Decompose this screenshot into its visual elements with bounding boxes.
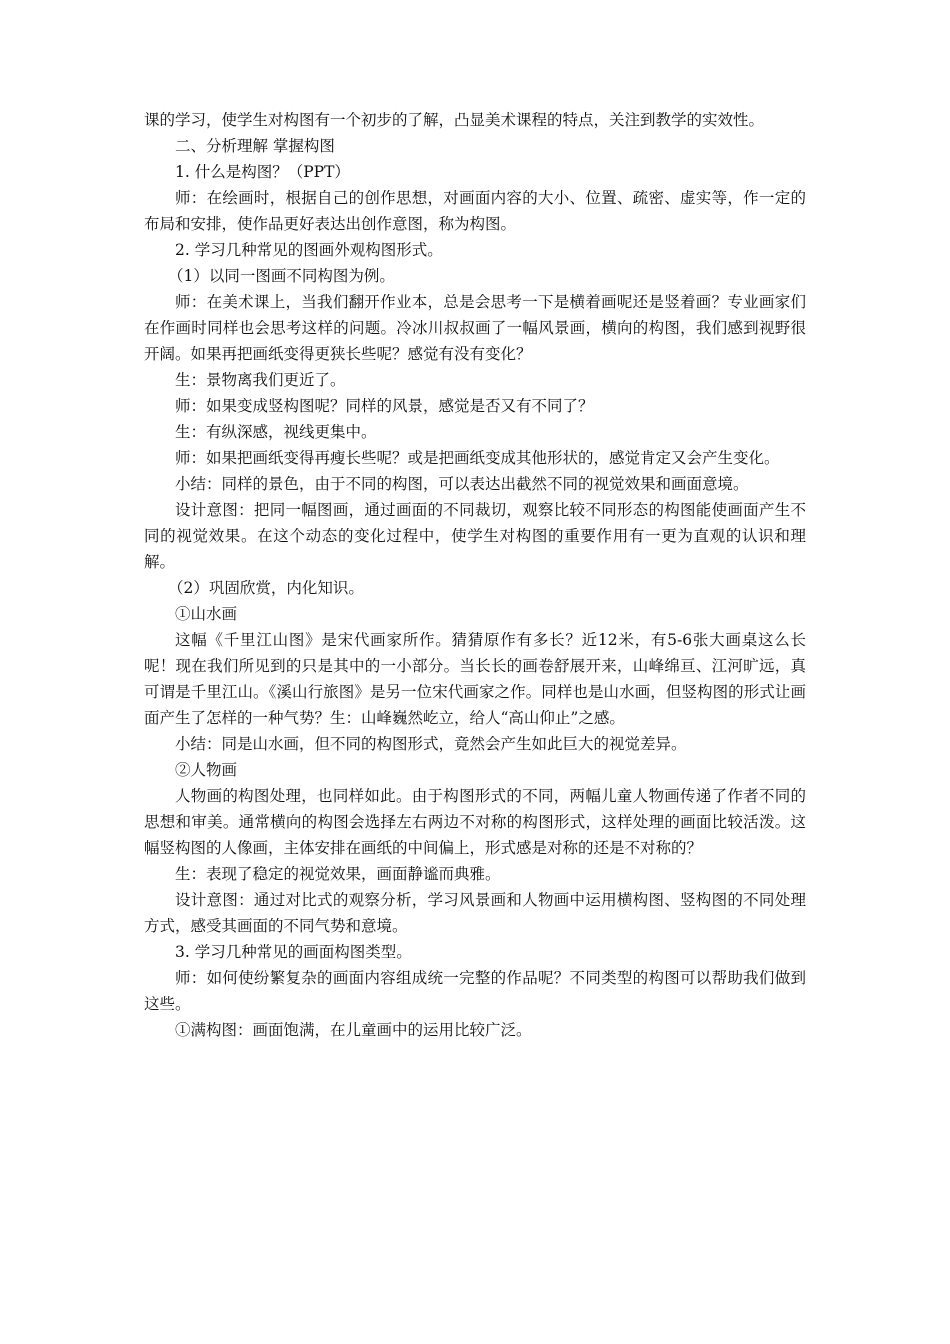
section-heading-analyze: 二、分析理解 掌握构图 xyxy=(175,137,335,155)
paragraph-student-closer: 生：景物离我们更近了。 xyxy=(175,371,346,389)
paragraph-design-intent-2: 设计意图：通过对比式的观察分析，学习风景画和人物画中运用横构图、竖构图的不同处理方式，感受其画面的不同气势和意境。 xyxy=(144,891,806,935)
paragraph-continuation: 课的学习，使学生对构图有一个初步的了解，凸显美术课程的特点，关注到教学的实效性。 xyxy=(144,111,765,129)
subheading-same-picture: （1）以同一图画不同构图为例。 xyxy=(168,267,395,285)
paragraph-student-stable: 生：表现了稳定的视觉效果，画面静谧而典雅。 xyxy=(175,865,501,883)
subheading-what-is-composition: 1. 什么是构图？（PPT） xyxy=(175,163,350,181)
paragraph-teacher-unify: 师：如何使纷繁复杂的画面内容组成统一完整的作品呢？不同类型的构图可以帮助我们做到这些。 xyxy=(144,969,806,1013)
paragraph-student-depth: 生：有纵深感，视线更集中。 xyxy=(175,423,377,441)
subheading-landscape: ①山水画 xyxy=(175,605,238,623)
subheading-figure: ②人物画 xyxy=(175,761,238,779)
paragraph-teacher-thinner: 师：如果把画纸变得再瘦长些呢？或是把画纸变成其他形状的，感觉肯定又会产生变化。 xyxy=(175,449,780,467)
paragraph-design-intent-1: 设计意图：把同一幅图画，通过画面的不同裁切，观察比较不同形态的构图能使画面产生不同的视觉效果。在这个动态的变化过程中，使学生对构图的重要作用有一更为直观的认识和理解。 xyxy=(144,501,806,571)
paragraph-teacher-art-class: 师：在美术课上，当我们翻开作业本，总是会思考一下是横着画呢还是竖着画？专业画家们在作画时同样也会思考这样的问题。冷冰川叔叔画了一幅风景画，横向的构图，我们感到视野很开阔。如果再把画纸变得更狭长些呢？感觉有没有变化？ xyxy=(144,293,806,363)
paragraph-summary-scenery: 小结：同样的景色，由于不同的构图，可以表达出截然不同的视觉效果和画面意境。 xyxy=(175,475,749,493)
paragraph-landscape: 这幅《千里江山图》是宋代画家所作。猜猜原作有多长？近12米，有5-6张大画桌这么长呢！现在我们所见到的只是其中的一小部分。当长长的画卷舒展开来，山峰绵亘、江河旷远，真可谓是千里江山。《溪山行旅图》是另一位宋代画家之作。同样也是山水画，但竖构图的形式让画面产生了怎样的一种气势？生：山峰巍然屹立，给人“高山仰止”之感。 xyxy=(144,631,806,727)
subheading-external-forms: 2. 学习几种常见的图画外观构图形式。 xyxy=(175,241,443,259)
subheading-consolidate: （2）巩固欣赏，内化知识。 xyxy=(168,579,364,597)
paragraph-teacher-vertical: 师：如果变成竖构图呢？同样的风景，感觉是否又有不同了？ xyxy=(175,397,594,415)
paragraph-figure: 人物画的构图处理，也同样如此。由于构图形式的不同，两幅儿童人物画传递了作者不同的思想和审美。通常横向的构图会选择左右两边不对称的构图形式，这样处理的画面比较活泼。这幅竖构图的人像画，主体安排在画纸的中间偏上，形式感是对称的还是不对称的？ xyxy=(144,787,806,857)
paragraph-teacher-definition: 师：在绘画时，根据自己的创作思想，对画面内容的大小、位置、疏密、虚实等，作一定的布局和安排，使作品更好表达出创作意图，称为构图。 xyxy=(144,189,806,233)
paragraph-summary-landscape: 小结：同是山水画，但不同的构图形式，竟然会产生如此巨大的视觉差异。 xyxy=(175,735,687,753)
subheading-composition-types: 3. 学习几种常见的画面构图类型。 xyxy=(175,943,412,961)
paragraph-full-composition: ①满构图：画面饱满，在儿童画中的运用比较广泛。 xyxy=(175,1021,532,1039)
document-page xyxy=(144,107,806,1043)
